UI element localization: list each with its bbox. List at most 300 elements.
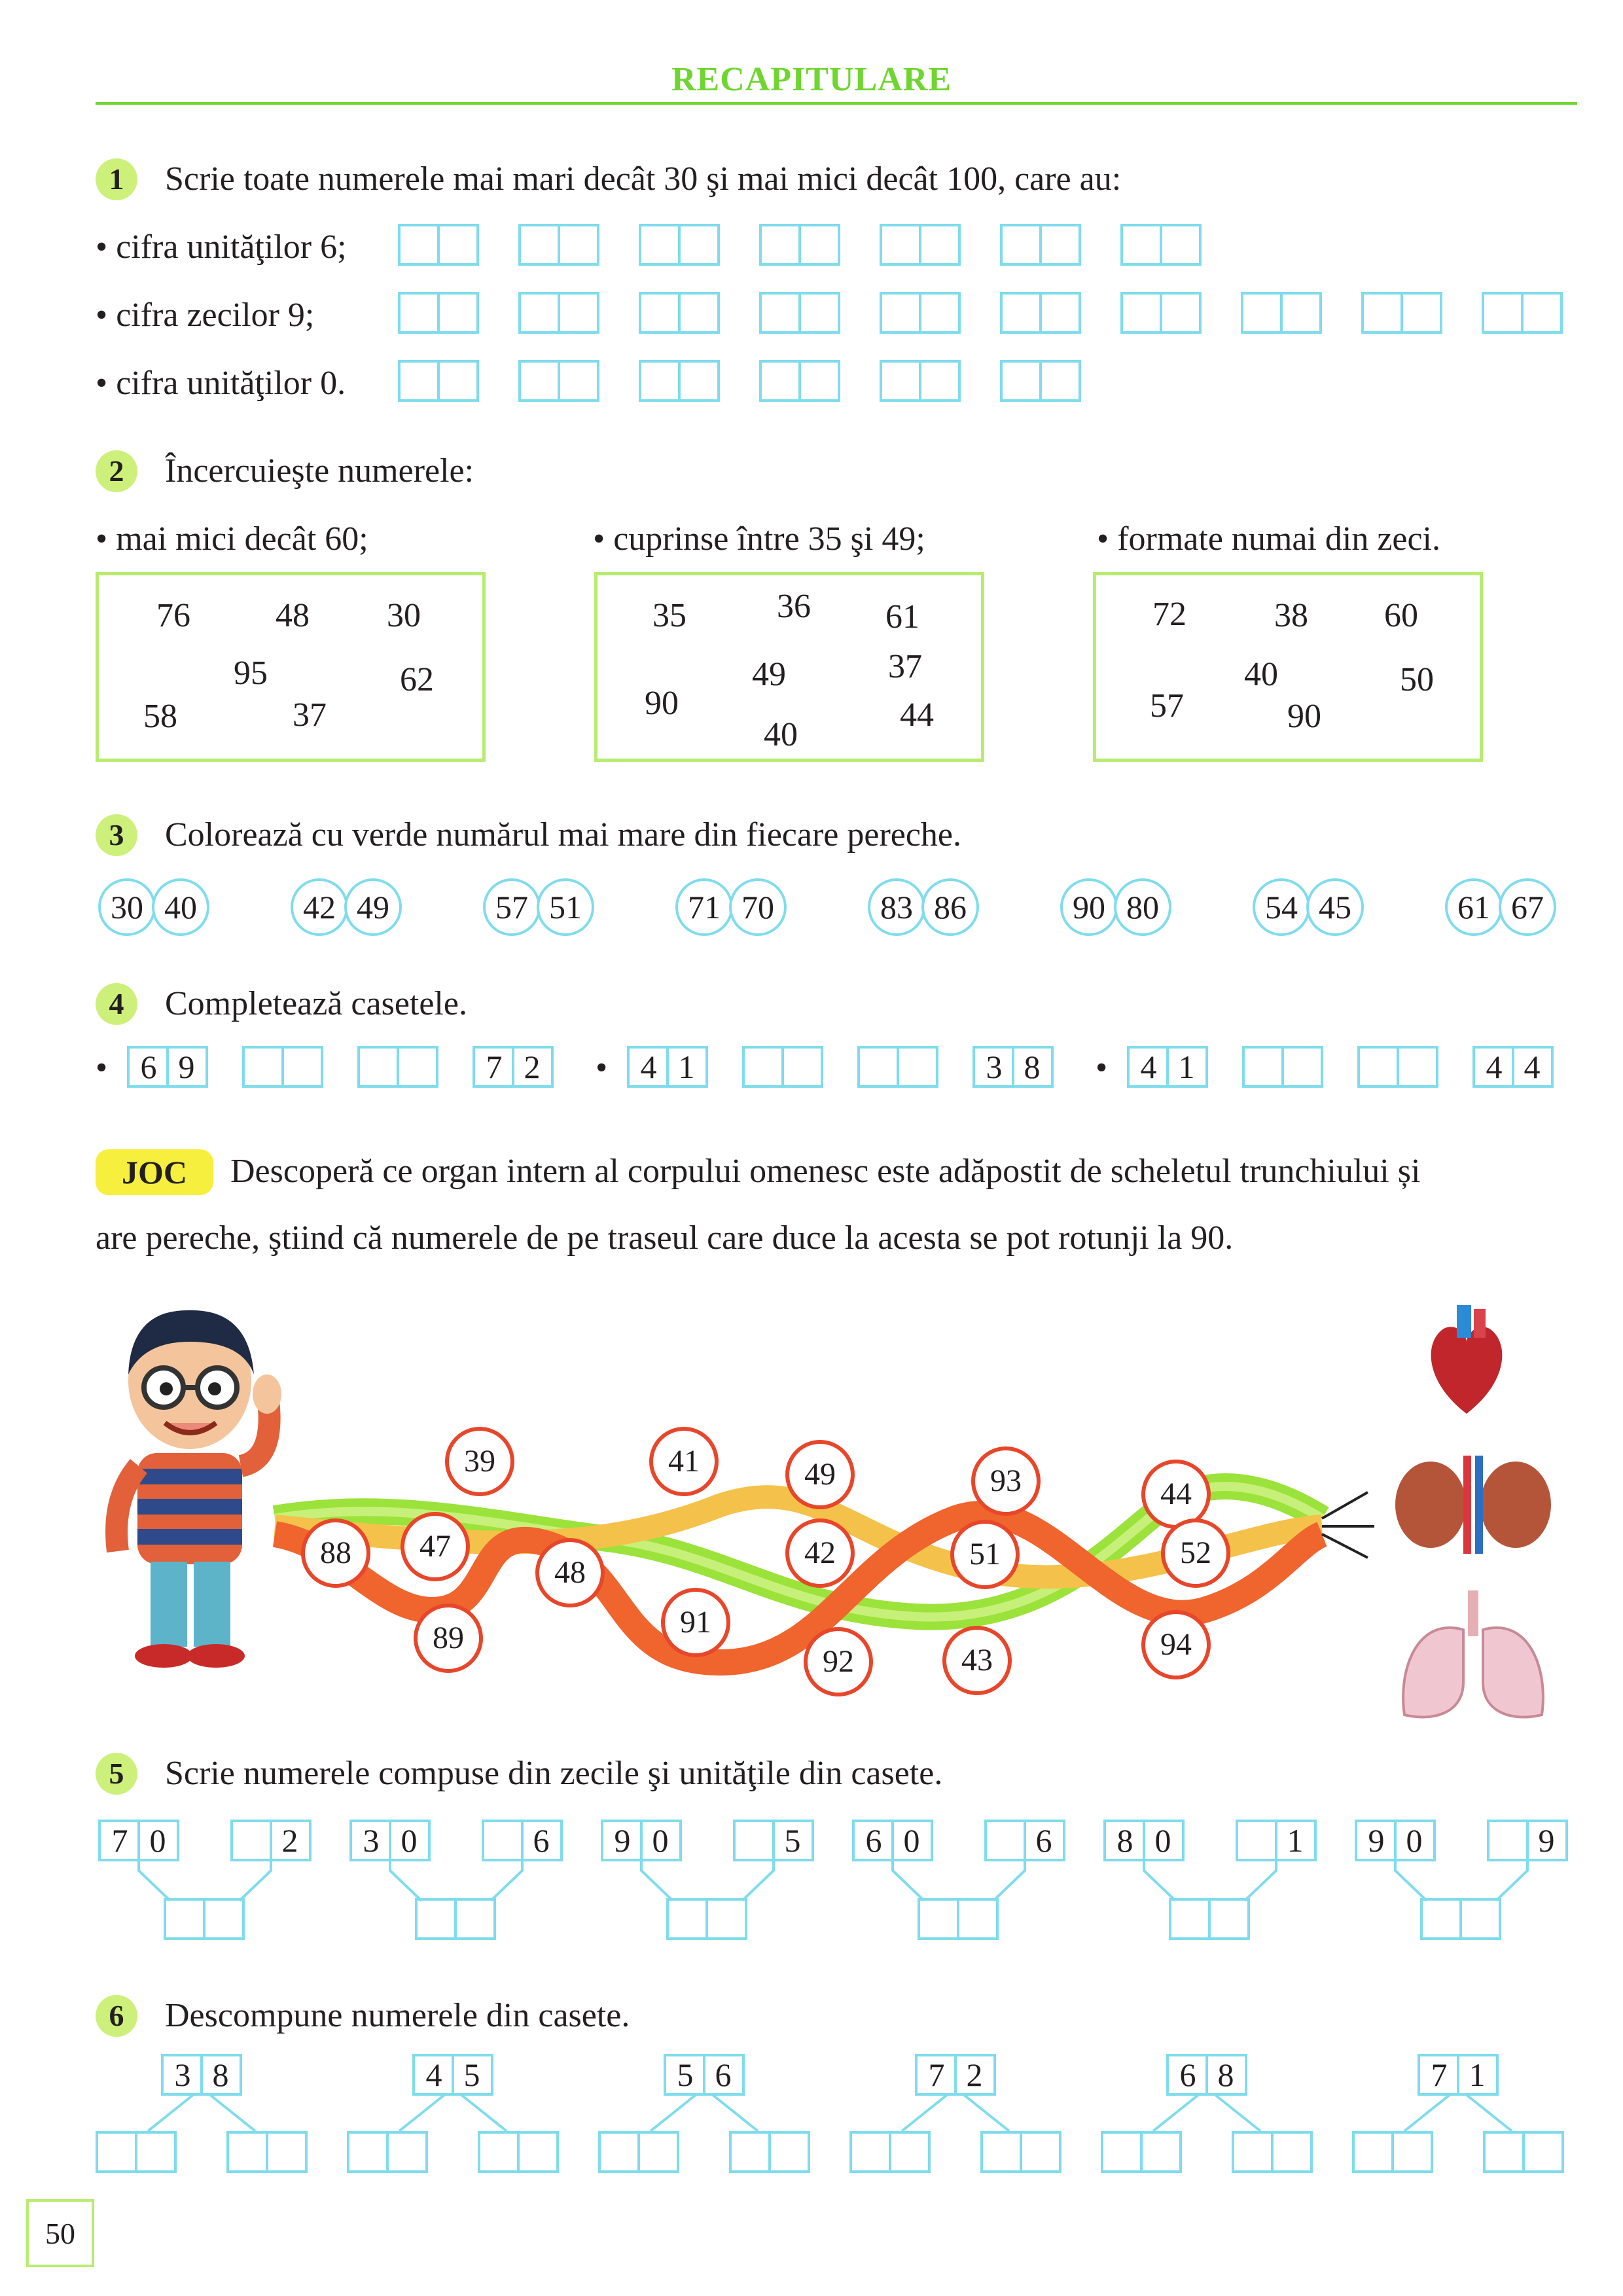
- digit-tens: [229, 2134, 267, 2170]
- ex6-answer-units-box[interactable]: [478, 2131, 559, 2173]
- ex6-number-box[interactable]: [1166, 2054, 1247, 2096]
- digit-units: [707, 1901, 745, 1937]
- digit-units: [1402, 295, 1440, 331]
- digit-units: 1: [1469, 2056, 1486, 2093]
- digit-units: [920, 295, 958, 331]
- digit-tens: [882, 295, 920, 331]
- digit-tens: [1245, 1049, 1283, 1085]
- digit-tens: 4: [1140, 1049, 1157, 1085]
- digit-units: [679, 295, 717, 331]
- digit-units: 8: [212, 2056, 229, 2093]
- digit-units: [438, 295, 476, 331]
- maze-number-circle: 39: [445, 1427, 514, 1496]
- digit-units: [398, 1049, 436, 1085]
- ex4-box-end[interactable]: [972, 1046, 1054, 1088]
- digit-tens: [1243, 295, 1281, 331]
- digit-units: [559, 363, 597, 399]
- ex3-number-circle[interactable]: 61: [1445, 878, 1503, 936]
- ex5-tens-box[interactable]: [98, 1820, 179, 1861]
- digit-tens: 7: [1431, 2056, 1448, 2093]
- maze-number-circle: 43: [942, 1626, 1012, 1695]
- ex1-answer-box[interactable]: [639, 292, 720, 334]
- ex6-number-box[interactable]: [412, 2054, 493, 2096]
- ex5-units-box[interactable]: [230, 1820, 312, 1861]
- maze-number-circle: 48: [535, 1538, 605, 1607]
- digit-units: [438, 363, 476, 399]
- digit-units: [438, 226, 476, 263]
- digit-units: [267, 2134, 305, 2170]
- maze-number-circle: 93: [971, 1446, 1041, 1516]
- digit-units: 0: [401, 1822, 418, 1859]
- ex6-answer-tens-box[interactable]: [598, 2131, 679, 2173]
- maze-number-circle: 91: [661, 1588, 730, 1657]
- digit-tens: [882, 363, 920, 399]
- ex1-answer-box[interactable]: [1120, 224, 1202, 266]
- ex4-box-blank[interactable]: [742, 1046, 823, 1088]
- digit-tens: [166, 1901, 204, 1937]
- digit-units: 6: [715, 2056, 732, 2093]
- ex3-number-circle[interactable]: 90: [1060, 878, 1118, 936]
- ex5-tens-box[interactable]: [1103, 1820, 1185, 1861]
- ex3-number-circle[interactable]: 71: [675, 878, 733, 936]
- ex1-answer-box[interactable]: [518, 292, 599, 334]
- ex5-units-box[interactable]: [984, 1820, 1065, 1861]
- ex2-box-1: [96, 572, 486, 762]
- ex6-answer-units-box[interactable]: [729, 2131, 810, 2173]
- ex5-tens-box[interactable]: [1355, 1820, 1436, 1861]
- ex1-answer-box[interactable]: [1000, 292, 1081, 334]
- digit-tens: 7: [928, 2056, 945, 2093]
- ex2-group-2-label: • cuprinse între 35 şi 49;: [593, 520, 925, 558]
- digit-tens: [762, 363, 800, 399]
- ex1-answer-box[interactable]: [1241, 292, 1322, 334]
- digit-units: [204, 1901, 242, 1937]
- maze-number-circle: 52: [1161, 1518, 1230, 1588]
- ex2-number[interactable]: 37: [888, 648, 922, 685]
- digit-tens: [732, 2134, 770, 2170]
- ex5-tens-box[interactable]: [349, 1820, 431, 1861]
- digit-units: [890, 2134, 928, 2170]
- ex5-tens-box[interactable]: [601, 1820, 682, 1861]
- ex6-answer-units-box[interactable]: [1483, 2131, 1564, 2173]
- digit-tens: [762, 295, 800, 331]
- digit-tens: [1123, 295, 1161, 331]
- digit-units: [783, 1049, 821, 1085]
- page-number: 50: [26, 2199, 94, 2267]
- digit-units: [800, 226, 838, 263]
- digit-units: 5: [463, 2056, 480, 2093]
- ex4-box-end[interactable]: [1472, 1046, 1554, 1088]
- ex6-number-box[interactable]: [915, 2054, 996, 2096]
- exercise-6-instruction: Descompune numerele din casete.: [165, 1997, 630, 2034]
- ex2-number[interactable]: 30: [387, 597, 421, 634]
- ex6-answer-tens-box[interactable]: [96, 2131, 177, 2173]
- digit-tens: 3: [363, 1822, 380, 1859]
- digit-tens: [983, 2134, 1021, 2170]
- digit-units: 9: [1538, 1822, 1555, 1859]
- ex1-answer-box[interactable]: [518, 360, 599, 402]
- digit-units: [136, 2134, 174, 2170]
- digit-units: [1393, 2134, 1431, 2170]
- digit-units: 8: [1217, 2056, 1234, 2093]
- ex5-tens-box[interactable]: [852, 1820, 933, 1861]
- ex6-answer-tens-box[interactable]: [1101, 2131, 1182, 2173]
- ex1-answer-box[interactable]: [639, 360, 720, 402]
- ex5-units-box[interactable]: [482, 1820, 563, 1861]
- digit-tens: [521, 363, 559, 399]
- exercise-4-number: 4: [96, 983, 137, 1025]
- digit-units: [800, 295, 838, 331]
- digit-units: 1: [1178, 1049, 1195, 1085]
- digit-tens: [736, 1822, 774, 1859]
- digit-units: 2: [281, 1822, 298, 1859]
- digit-tens: [1364, 295, 1402, 331]
- ex2-number[interactable]: 50: [1400, 661, 1434, 698]
- digit-units: [770, 2134, 808, 2170]
- digit-tens: [1238, 1822, 1276, 1859]
- digit-units: 4: [1524, 1049, 1541, 1085]
- ex5-units-box[interactable]: [733, 1820, 814, 1861]
- digit-units: [1522, 295, 1560, 331]
- digit-units: 6: [1035, 1822, 1052, 1859]
- ex4-bullet: •: [1096, 1049, 1108, 1086]
- digit-units: [800, 363, 838, 399]
- ex1-answer-box[interactable]: [880, 224, 961, 266]
- ex4-box-blank[interactable]: [242, 1046, 323, 1088]
- digit-units: [1272, 2134, 1310, 2170]
- digit-tens: [601, 2134, 639, 2170]
- ex6-answer-units-box[interactable]: [226, 2131, 308, 2173]
- ex1-answer-box[interactable]: [1120, 292, 1202, 334]
- ex2-number[interactable]: 76: [156, 597, 190, 634]
- digit-units: [898, 1049, 936, 1085]
- ex3-number-circle[interactable]: 57: [483, 878, 541, 936]
- digit-units: [920, 363, 958, 399]
- digit-units: 0: [1154, 1822, 1171, 1859]
- digit-units: 1: [678, 1049, 695, 1085]
- ex2-number[interactable]: 36: [777, 588, 811, 625]
- ex1-answer-box[interactable]: [759, 292, 840, 334]
- digit-units: 9: [178, 1049, 195, 1085]
- digit-tens: [987, 1822, 1025, 1859]
- ex1-answer-box[interactable]: [1361, 292, 1442, 334]
- lungs-icon: [1391, 1590, 1555, 1728]
- ex3-number-circle[interactable]: 49: [344, 878, 402, 936]
- ex2-group-1-label: • mai mici decât 60;: [96, 520, 368, 558]
- ex6-number-box[interactable]: [161, 2054, 242, 2096]
- digit-tens: [1423, 1901, 1461, 1937]
- digit-tens: 6: [1179, 2056, 1196, 2093]
- maze-number-circle: 88: [301, 1518, 370, 1588]
- digit-tens: [745, 1049, 783, 1085]
- digit-tens: [641, 363, 679, 399]
- digit-units: 0: [652, 1822, 669, 1859]
- digit-tens: [1489, 1822, 1527, 1859]
- digit-tens: [1003, 226, 1041, 263]
- ex4-bullet: •: [596, 1049, 608, 1086]
- ex1-answer-box[interactable]: [1000, 224, 1081, 266]
- digit-tens: 4: [425, 2056, 442, 2093]
- ex6-answer-tens-box[interactable]: [347, 2131, 428, 2173]
- digit-units: [559, 226, 597, 263]
- maze-number-circle: 41: [649, 1427, 719, 1496]
- digit-units: 6: [533, 1822, 550, 1859]
- digit-tens: [641, 226, 679, 263]
- joc-text-line-2: are pereche, ştiind că numerele de pe traseul care duce la acesta se pot rotunji la 90.: [96, 1219, 1234, 1257]
- ex1-answer-box[interactable]: [759, 360, 840, 402]
- digit-tens: [1003, 363, 1041, 399]
- digit-tens: 7: [111, 1822, 128, 1859]
- ex2-number[interactable]: 40: [1244, 656, 1278, 693]
- digit-tens: [98, 2134, 136, 2170]
- ex3-number-circle[interactable]: 40: [152, 878, 209, 936]
- digit-tens: [480, 2134, 518, 2170]
- ex2-number[interactable]: 57: [1150, 687, 1184, 725]
- digit-tens: [418, 1901, 455, 1937]
- ex2-number[interactable]: 58: [143, 698, 177, 735]
- digit-units: [920, 226, 958, 263]
- maze-number-circle: 94: [1141, 1610, 1211, 1679]
- digit-tens: [762, 226, 800, 263]
- ex4-box-blank[interactable]: [1242, 1046, 1323, 1088]
- maze-number-circle: 92: [804, 1627, 873, 1696]
- ex4-bullet: •: [96, 1049, 108, 1086]
- digit-tens: [349, 2134, 387, 2170]
- digit-units: [1398, 1049, 1436, 1085]
- exercise-1-instruction: Scrie toate numerele mai mari decât 30 şi mai mici decât 100, care au:: [165, 160, 1122, 198]
- digit-units: [1283, 1049, 1321, 1085]
- exercise-5-instruction: Scrie numerele compuse din zecile şi unităţile din casete.: [165, 1755, 943, 1792]
- ex2-group-3-label: • formate numai din zeci.: [1097, 520, 1441, 558]
- digit-units: [1041, 295, 1079, 331]
- ex6-number-box[interactable]: [1418, 2054, 1499, 2096]
- ex5-units-box[interactable]: [1487, 1820, 1568, 1861]
- ex4-box-end[interactable]: [473, 1046, 554, 1088]
- ex3-number-circle[interactable]: 83: [868, 878, 925, 936]
- ex4-box-start[interactable]: [1127, 1046, 1208, 1088]
- ex6-answer-units-box[interactable]: [980, 2131, 1061, 2173]
- maze-number-circle: 49: [785, 1440, 855, 1509]
- digit-units: 2: [524, 1049, 541, 1085]
- digit-tens: 9: [1368, 1822, 1385, 1859]
- heart-icon: [1418, 1302, 1516, 1420]
- digit-units: [1161, 226, 1199, 263]
- digit-tens: 5: [677, 2056, 694, 2093]
- boy-illustration: [92, 1302, 275, 1676]
- ex3-number-circle[interactable]: 42: [291, 878, 348, 936]
- ex3-number-circle[interactable]: 54: [1253, 878, 1310, 936]
- digit-tens: 4: [1486, 1049, 1503, 1085]
- exercise-4-instruction: Completează casetele.: [165, 985, 467, 1022]
- ex3-number-circle[interactable]: 51: [537, 878, 594, 936]
- exercise-2-number: 2: [96, 450, 137, 492]
- digit-tens: [360, 1049, 398, 1085]
- digit-tens: 4: [640, 1049, 657, 1085]
- page-title: RECAPITULARE: [671, 61, 952, 98]
- digit-tens: 7: [486, 1049, 503, 1085]
- ex2-number[interactable]: 72: [1152, 596, 1186, 633]
- digit-units: 5: [784, 1822, 801, 1859]
- ex2-number[interactable]: 40: [764, 716, 798, 753]
- ex2-number[interactable]: 90: [1287, 698, 1321, 735]
- digit-units: [283, 1049, 321, 1085]
- digit-units: [1281, 295, 1319, 331]
- ex2-number[interactable]: 35: [652, 597, 687, 634]
- ex1-answer-box[interactable]: [1482, 292, 1563, 334]
- exercise-5-number: 5: [96, 1753, 137, 1795]
- digit-units: [679, 363, 717, 399]
- ex5-answer-box[interactable]: [1169, 1898, 1250, 1940]
- digit-units: [679, 226, 717, 263]
- joc-badge: JOC: [96, 1149, 213, 1195]
- ex2-number[interactable]: 37: [293, 696, 327, 734]
- digit-tens: 3: [986, 1049, 1003, 1085]
- ex6-answer-units-box[interactable]: [1232, 2131, 1313, 2173]
- ex1-answer-box[interactable]: [1000, 360, 1081, 402]
- digit-units: 0: [903, 1822, 920, 1859]
- ex2-box-3: [1093, 572, 1483, 762]
- digit-units: [1021, 2134, 1059, 2170]
- joc-text-line-1: Descoperă ce organ intern al corpului omenesc este adăpostit de scheletul trunchiului și: [230, 1153, 1421, 1190]
- digit-units: 2: [966, 2056, 983, 2093]
- digit-units: 1: [1287, 1822, 1304, 1859]
- exercise-6-number: 6: [96, 1995, 137, 2037]
- digit-tens: [245, 1049, 283, 1085]
- ex1-answer-box[interactable]: [518, 224, 599, 266]
- ex4-box-blank[interactable]: [857, 1046, 938, 1088]
- digit-units: [958, 1901, 996, 1937]
- maze-number-circle: 89: [414, 1604, 483, 1673]
- ex5-answer-box[interactable]: [415, 1898, 496, 1940]
- maze-number-circle: 42: [785, 1518, 855, 1588]
- digit-tens: [1103, 2134, 1141, 2170]
- digit-tens: 6: [140, 1049, 157, 1085]
- digit-units: [1141, 2134, 1179, 2170]
- digit-tens: [641, 295, 679, 331]
- ex5-answer-box[interactable]: [918, 1898, 999, 1940]
- exercise-3-number: 3: [96, 814, 137, 856]
- digit-tens: [852, 2134, 890, 2170]
- ex1-row-1-label: • cifra unităţilor 6;: [96, 228, 347, 266]
- ex2-number[interactable]: 95: [234, 655, 268, 692]
- ex3-number-circle[interactable]: 70: [729, 878, 787, 936]
- ex3-number-circle[interactable]: 67: [1499, 878, 1556, 936]
- digit-tens: [1486, 2134, 1524, 2170]
- ex1-row-2-label: • cifra zecilor 9;: [96, 296, 315, 334]
- header-rule: [96, 102, 1577, 105]
- digit-tens: [860, 1049, 898, 1085]
- digit-tens: [401, 363, 438, 399]
- ex2-number[interactable]: 38: [1274, 597, 1308, 634]
- digit-tens: [920, 1901, 958, 1937]
- ex5-answer-box[interactable]: [164, 1898, 245, 1940]
- digit-tens: [401, 295, 438, 331]
- digit-units: [387, 2134, 425, 2170]
- ex4-box-blank[interactable]: [1357, 1046, 1438, 1088]
- digit-units: [639, 2134, 677, 2170]
- ex5-units-box[interactable]: [1236, 1820, 1317, 1861]
- digit-tens: [484, 1822, 522, 1859]
- ex5-answer-box[interactable]: [666, 1898, 747, 1940]
- ex1-answer-box[interactable]: [398, 360, 479, 402]
- digit-tens: 6: [865, 1822, 882, 1859]
- digit-tens: 9: [614, 1822, 631, 1859]
- ex4-box-start[interactable]: [627, 1046, 708, 1088]
- digit-tens: [233, 1822, 271, 1859]
- digit-units: [1524, 2134, 1561, 2170]
- digit-units: 0: [1406, 1822, 1423, 1859]
- ex3-number-circle[interactable]: 86: [921, 878, 979, 936]
- exercise-2-instruction: Încercuieşte numerele:: [165, 452, 474, 490]
- ex3-number-circle[interactable]: 80: [1114, 878, 1171, 936]
- ex5-answer-box[interactable]: [1420, 1898, 1501, 1940]
- ex1-answer-box[interactable]: [880, 292, 961, 334]
- ex2-number[interactable]: 44: [900, 696, 934, 734]
- digit-tens: [1123, 226, 1161, 263]
- digit-units: [1461, 1901, 1499, 1937]
- ex1-answer-box[interactable]: [639, 224, 720, 266]
- maze-number-circle: 51: [950, 1520, 1020, 1589]
- ex2-box-2: [594, 572, 984, 762]
- ex2-number[interactable]: 62: [400, 661, 434, 698]
- digit-tens: [1003, 295, 1041, 331]
- digit-tens: [1234, 2134, 1272, 2170]
- ex1-answer-box[interactable]: [398, 292, 479, 334]
- exercise-3-instruction: Colorează cu verde numărul mai mare din fiecare pereche.: [165, 816, 961, 853]
- ex1-answer-box[interactable]: [398, 224, 479, 266]
- ex2-number[interactable]: 61: [885, 598, 919, 636]
- ex1-answer-box[interactable]: [880, 360, 961, 402]
- digit-tens: [521, 226, 559, 263]
- kidneys-icon: [1391, 1456, 1555, 1554]
- ex4-box-blank[interactable]: [357, 1046, 438, 1088]
- ex4-box-start[interactable]: [127, 1046, 208, 1088]
- digit-tens: [401, 226, 438, 263]
- ex3-number-circle[interactable]: 30: [98, 878, 156, 936]
- ex6-answer-tens-box[interactable]: [849, 2131, 931, 2173]
- digit-units: [1209, 1901, 1247, 1937]
- digit-tens: 3: [174, 2056, 191, 2093]
- ex6-answer-tens-box[interactable]: [1352, 2131, 1433, 2173]
- digit-tens: [1355, 2134, 1393, 2170]
- ex6-number-box[interactable]: [664, 2054, 745, 2096]
- ex1-row-3-label: • cifra unităţilor 0.: [96, 365, 346, 402]
- digit-units: [1041, 363, 1079, 399]
- digit-units: 0: [149, 1822, 166, 1859]
- digit-tens: [882, 226, 920, 263]
- digit-tens: [1484, 295, 1522, 331]
- ex3-number-circle[interactable]: 45: [1306, 878, 1364, 936]
- digit-units: 8: [1024, 1049, 1041, 1085]
- digit-tens: [1360, 1049, 1398, 1085]
- ex2-number[interactable]: 60: [1384, 597, 1418, 634]
- maze-number-circle: 44: [1141, 1460, 1211, 1529]
- ex1-answer-box[interactable]: [759, 224, 840, 266]
- digit-units: [559, 295, 597, 331]
- digit-tens: [669, 1901, 707, 1937]
- digit-tens: [521, 295, 559, 331]
- ex2-number[interactable]: 90: [645, 685, 679, 722]
- digit-units: [518, 2134, 556, 2170]
- digit-units: [1041, 226, 1079, 263]
- digit-tens: [1171, 1901, 1209, 1937]
- digit-units: [455, 1901, 493, 1937]
- digit-tens: 8: [1116, 1822, 1133, 1859]
- ex2-number[interactable]: 49: [752, 656, 786, 693]
- maze-number-circle: 47: [401, 1512, 470, 1581]
- ex2-number[interactable]: 48: [276, 597, 310, 634]
- digit-units: [1161, 295, 1199, 331]
